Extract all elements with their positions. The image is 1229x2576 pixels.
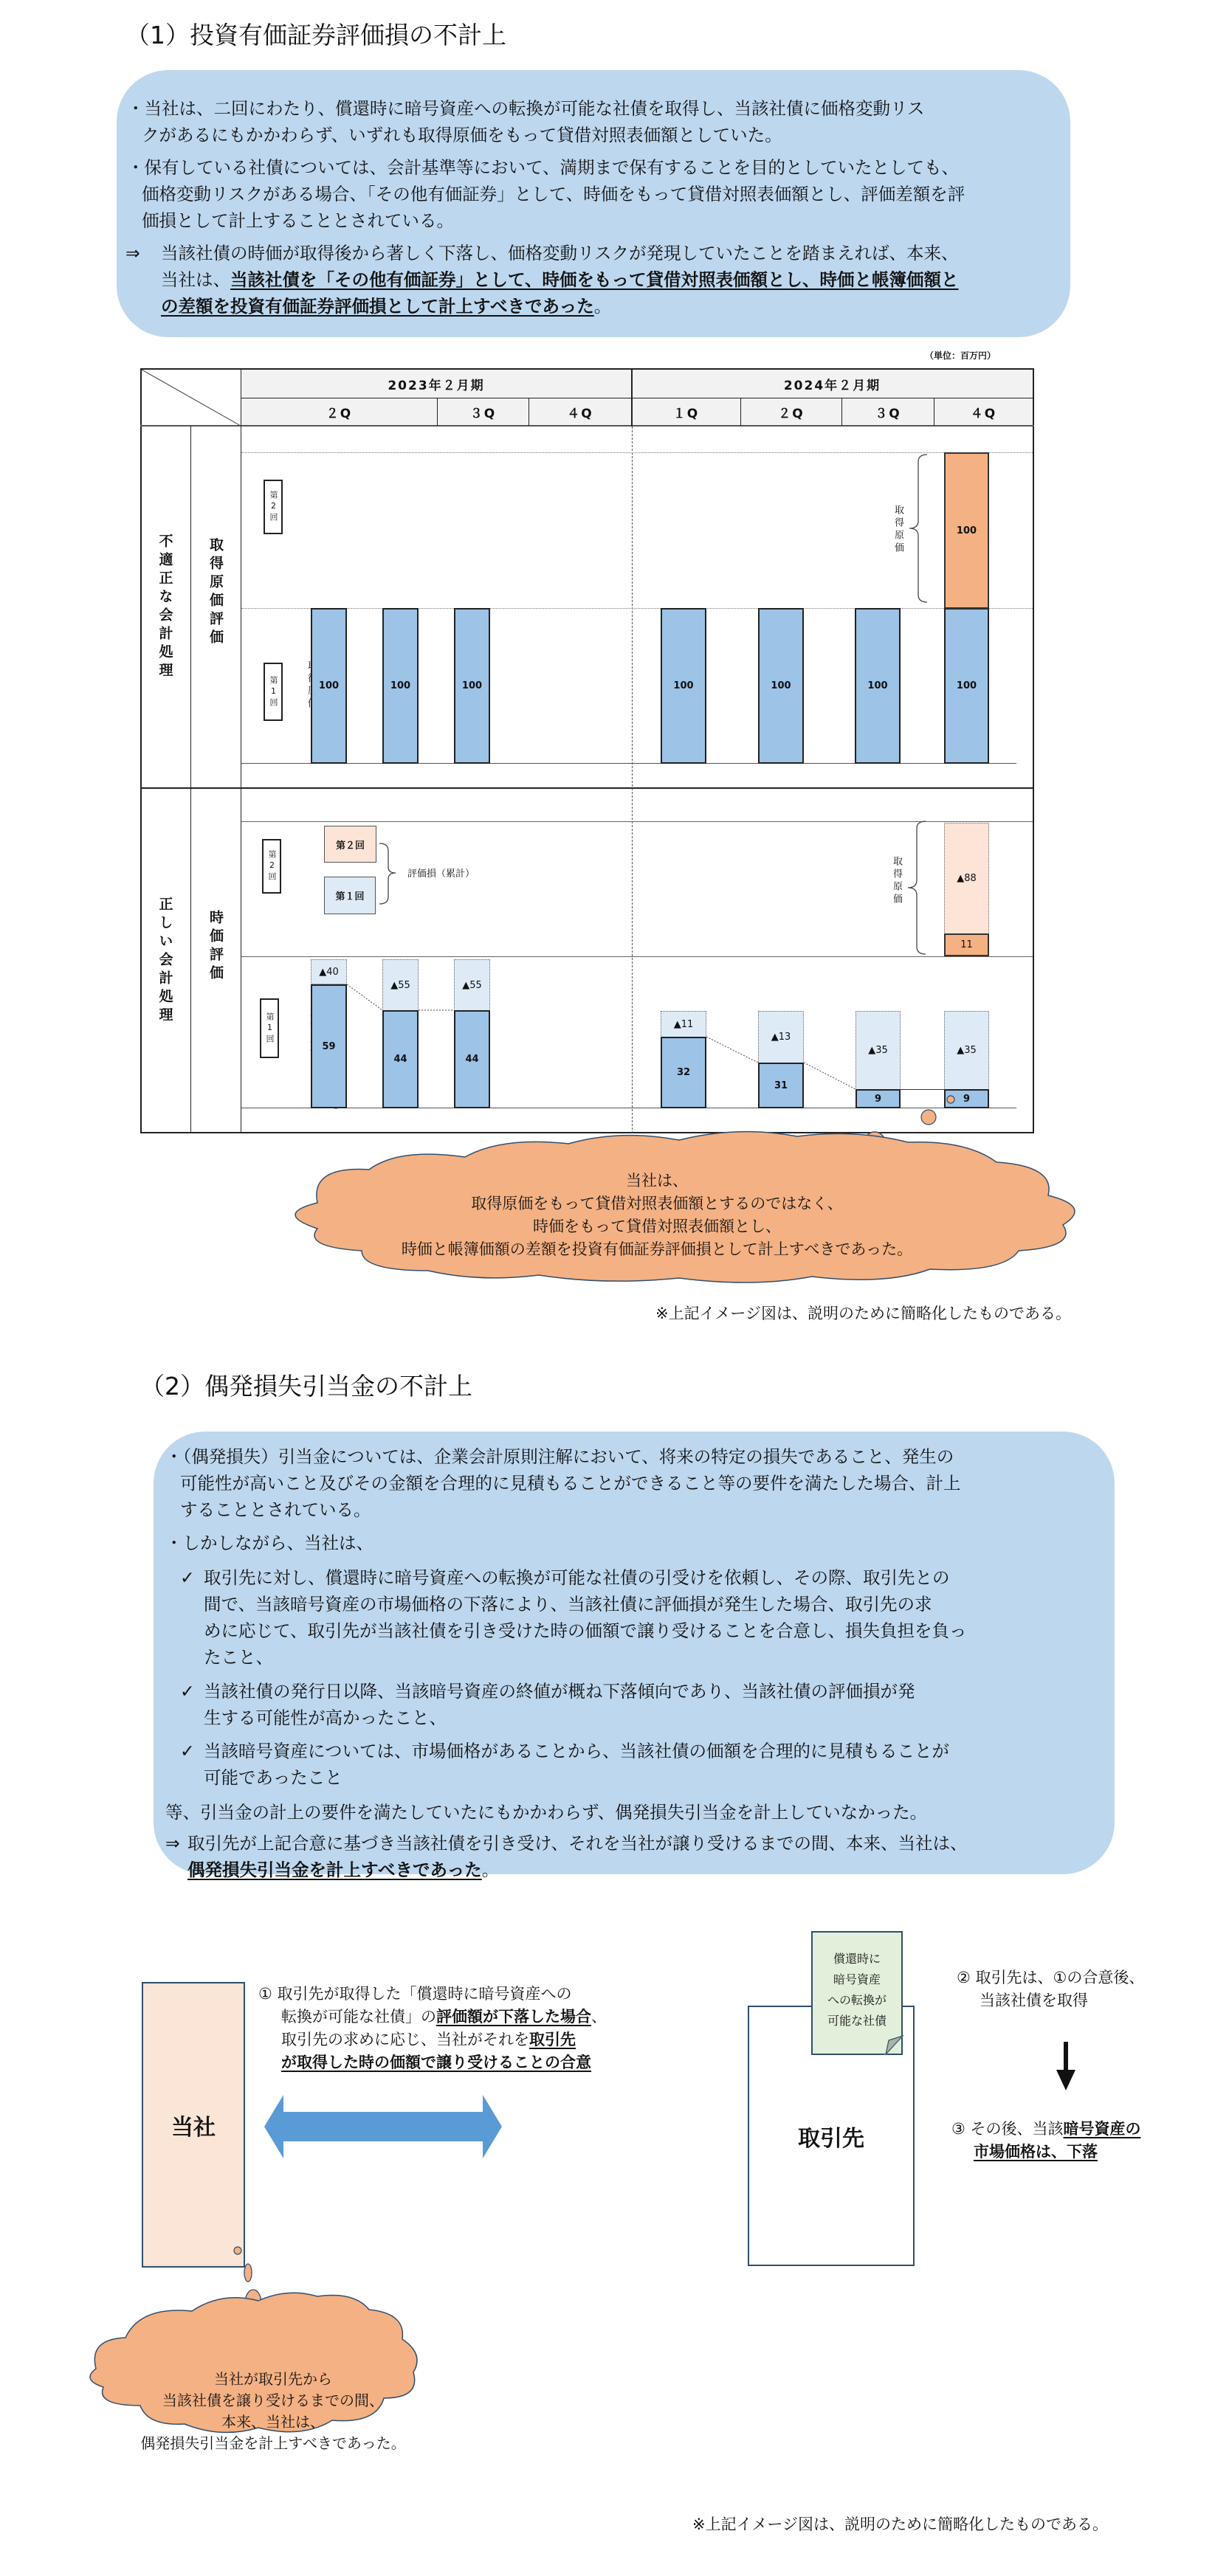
tag-1st-issue: 第1回 (260, 998, 279, 1058)
bar-loss-2023-3q: ▲55 (382, 959, 419, 1011)
step3-line1-plain: その後、当該 (970, 2120, 1064, 2138)
step2-line1: 取引先は、①の合意後、 (975, 1969, 1145, 1986)
company-box (142, 1982, 245, 2268)
bar-fair-2024-1q: 32 (661, 1037, 706, 1108)
legend-1st-issue: 第１回 (324, 877, 376, 914)
s2-bullet1-line2: 可能性が高いこと及びその金額を合理的に見積もることができること等の要件を満たした場合、計上 (180, 1473, 961, 1494)
bar-top-2023-2q: 100 (311, 608, 347, 764)
bar-fair-2024-4q: 9 (944, 1089, 989, 1108)
s2-check1-line4: たこと、 (204, 1647, 273, 1668)
page-curl-icon (884, 2034, 905, 2057)
brace-label-cost-2nd: 取得原価 (891, 856, 902, 906)
s2-conclusion-line2 (187, 1857, 499, 1883)
section2-title: （2）偶発損失引当金の不計上 (140, 1372, 472, 1401)
unit-label: （単位：百万円） (925, 351, 996, 361)
section2-footnote: ※上記イメージ図は、説明のために簡略化したものである。 (692, 2515, 1108, 2533)
bar-fair-2024-4q-2nd: 11 (944, 933, 989, 956)
bar-fair-2024-3q: 9 (856, 1089, 901, 1108)
s2-bullet1-line3: することとされている。 (180, 1499, 371, 1520)
down-arrow-icon (1056, 2042, 1075, 2092)
cloud1-line2: 取得原価をもって貸借対照表価額とするのではなく、 (471, 1195, 843, 1212)
bar-top-2024-3q: 100 (855, 608, 901, 764)
s1-conclusion-line2-plain: 当社は、 (161, 269, 230, 290)
s2-bullet2: ・しかしながら、当社は、 (165, 1533, 373, 1553)
check-icon: ✓ (180, 1681, 195, 1702)
step1-line3-emph: 取引先 (529, 2031, 576, 2048)
cloud2-line3: 本来、当社は、 (221, 2413, 325, 2431)
legend-caption: 評価損（累計） (407, 869, 475, 880)
step1-line2-plain: 転換が可能な社債」の (281, 2008, 436, 2026)
quarter-header-2024-2q: ２Q (741, 398, 841, 425)
bar-loss-2024-4q-2nd: ▲88 (944, 823, 989, 934)
s1-bullet2-line1: ・保有している社債については、会計基準等において、満期まで保有することを目的としていたとしても、 (127, 157, 960, 178)
step1-text (258, 1983, 607, 2074)
section1-title: （1）投資有価証券評価損の不計上 (125, 21, 506, 49)
cloud2-line2: 当該社債を譲り受けるまでの間、 (162, 2392, 384, 2409)
s1-bullet1-line2: クがあるにもかかわらず、いずれも取得原価をもって貸借対照表価額としていた。 (142, 125, 782, 145)
step2-number: ② (957, 1969, 971, 1986)
double-arrow-icon (264, 2094, 505, 2159)
quarter-header-2024-4q: ４Q (934, 398, 1033, 425)
tag-1st-issue: 第1回 (264, 663, 283, 721)
s2-summary: 等、引当金の計上の要件を満たしていたにもかかわらず、偶発損失引当金を計上していなかった。 (165, 1802, 928, 1823)
check-icon: ✓ (180, 1741, 195, 1761)
cloud1-line4: 時価と帳簿価額の差額を投資有価証券評価損として計上すべきであった。 (401, 1240, 913, 1258)
s1-bullet1-line1: ・当社は、二回にわたり、償還時に暗号資産への転換が可能な社債を取得し、当該社債に価格変動リス (127, 98, 925, 119)
s2-check1-line3: めに応じて、取引先が当該社債を引き受けた時の価額で譲り受けることを合意し、損失負担を負っ (204, 1620, 967, 1641)
company-bubble-dot (230, 2243, 245, 2258)
cloud2-line1: 当社が取引先から (214, 2370, 332, 2388)
bond-note-line: 償還時に (833, 1952, 881, 1966)
s2-check2-line2: 生する可能性が高かったこと、 (204, 1707, 447, 1728)
bar-loss-2024-4q: ▲35 (944, 1011, 989, 1090)
s1-conclusion-line3 (161, 293, 611, 320)
valuation-table (140, 368, 1034, 1133)
s1-conclusion-line2 (161, 266, 959, 293)
step1-line2-end: 、 (591, 2008, 607, 2026)
step1-line3-plain: 取引先の求めに応じ、当社がそれを (281, 2031, 529, 2048)
quarter-header-2023-2q: ２Q (241, 398, 437, 425)
section2-summary-box (154, 1432, 1115, 1880)
s1-bullet2-line2: 価格変動リスクがある場合、「その他有価証券」として、時価をもって貸借対照表価額とし、評価差額を評 (142, 184, 965, 204)
check-icon: ✓ (180, 1567, 195, 1588)
s1-conclusion-line3-emph: の差額を投資有価証券評価損として計上すべきであった (161, 296, 594, 317)
s2-conclusion-line2-emph: 偶発損失引当金を計上すべきであった (187, 1860, 482, 1880)
bar-top-2023-3q: 100 (382, 608, 419, 764)
bar-loss-2023-2q: ▲40 (311, 959, 347, 984)
bar-top-2024-2q: 100 (758, 608, 804, 764)
legend-2nd-issue: 第２回 (324, 826, 376, 863)
s1-conclusion-line2-emph: 当該社債を「その他有価証券」として、時価をもって貸借対照表価額とし、時価と帳簿価額と (230, 269, 959, 290)
s2-conclusion-line1: 取引先が上記合意に基づき当該社債を引き受け、それを当社が譲り受けるまでの間、本来、当社は、 (187, 1833, 968, 1854)
step3-text (951, 2118, 1141, 2164)
row-sublabel-fair: 時価評価 (207, 909, 224, 984)
period-header-2024: 2024年２月期 (632, 370, 1033, 398)
bar-fair-2023-2q: 59 (311, 984, 347, 1108)
step3-line1-emph: 暗号資産の (1063, 2120, 1141, 2138)
s1-arrow-icon: ⇒ (125, 243, 140, 263)
s2-conclusion-line2-end: 。 (481, 1860, 500, 1880)
quarter-header-2024-1q: １Q (632, 398, 740, 425)
tag-2nd-issue: 第2回 (264, 480, 283, 534)
bar-loss-2023-4q: ▲55 (454, 959, 490, 1011)
cloud-text-1 (332, 1170, 982, 1261)
bar-top-2023-4q: 100 (454, 608, 490, 764)
cloud1-line1: 当社は、 (626, 1172, 688, 1189)
s1-bullet2-line3: 価損として計上することとされている。 (142, 210, 454, 231)
s2-arrow-icon: ⇒ (165, 1833, 180, 1854)
bar-fair-2023-3q: 44 (382, 1010, 419, 1108)
bar-loss-2024-1q: ▲11 (661, 1011, 706, 1037)
bond-note-line: 暗号資産 (833, 1972, 881, 1986)
bar-loss-2024-2q: ▲13 (758, 1011, 804, 1063)
period-header-2023: 2023年２月期 (241, 370, 631, 398)
bar-fair-2024-2q: 31 (758, 1063, 804, 1108)
bar-top-2024-4q-2nd: 100 (944, 452, 989, 609)
bar-top-2024-4q: 100 (944, 608, 989, 764)
trend-connector (140, 368, 1034, 1133)
bar-loss-2024-3q: ▲35 (856, 1011, 901, 1090)
counterparty-label: 取引先 (798, 2125, 864, 2152)
bar-fair-2023-4q: 44 (454, 1010, 490, 1108)
step3-line2-emph: 市場価格は、下落 (974, 2143, 1098, 2161)
s2-check3-line2: 可能であったこと (204, 1767, 342, 1788)
step1-line2-emph: 評価額が下落した場合 (436, 2008, 591, 2026)
s2-check2-line1: 当該社債の発行日以降、当該暗号資産の終値が概ね下落傾向であり、当該社債の評価損が発 (204, 1681, 915, 1702)
row-sublabel-cost: 取得原価評価 (207, 536, 224, 648)
brace-label-cost-2nd: 取得原価 (892, 505, 903, 555)
bar-top-2024-1q: 100 (661, 608, 706, 764)
step2-text (957, 1966, 1144, 2012)
s2-check1-line1: 取引先に対し、償還時に暗号資産への転換が可能な社債の引受けを依頼し、その際、取引先との (204, 1567, 950, 1588)
row-label-improper: 不適正な会計処理 (156, 533, 173, 681)
step3-number: ③ (951, 2120, 965, 2138)
cloud1-line3: 時価をもって貸借対照表価額とし、 (533, 1218, 781, 1235)
cloud-text-2 (133, 2369, 413, 2454)
cloud2-line4: 偶発損失引当金を計上すべきであった。 (140, 2434, 406, 2452)
quarter-header-2024-3q: ３Q (842, 398, 934, 425)
s2-bullet1-line1: ・（偶発損失）引当金については、企業会計原則注解において、将来の特定の損失であること、発生の (165, 1446, 954, 1467)
row-label-proper: 正しい会計処理 (156, 897, 173, 1026)
bond-note-line: への転換が (827, 1993, 887, 2007)
s1-conclusion-line1: 当該社債の時価が取得後から著しく下落し、価格変動リスクが発現していたことを踏まえれば、本来、 (161, 243, 959, 263)
section1-summary-box (117, 70, 1070, 337)
step2-line2: 当該社債を取得 (980, 1992, 1088, 2009)
step1-number: ① (258, 1985, 272, 2003)
bond-note-line: 可能な社債 (827, 2014, 887, 2028)
step1-line4-emph: が取得した時の価額で譲り受けることの合意 (281, 2054, 591, 2071)
section1-footnote: ※上記イメージ図は、説明のために簡略化したものである。 (655, 1305, 1071, 1322)
step1-line1: 取引先が取得した「償還時に暗号資産への (277, 1985, 572, 2003)
s2-check1-line2: 間で、当該暗号資産の市場価格の下落により、当該社債に評価損が発生した場合、取引先の求 (204, 1594, 932, 1615)
s2-check3-line1: 当該暗号資産については、市場価格があることから、当該社債の価額を合理的に見積もることが (204, 1741, 950, 1761)
s1-conclusion-line3-end: 。 (593, 296, 612, 317)
company-label: 当社 (171, 2114, 216, 2141)
quarter-header-2023-3q: ３Q (438, 398, 529, 425)
tag-2nd-issue: 第2回 (262, 839, 281, 894)
quarter-header-2023-4q: ４Q (529, 398, 631, 425)
